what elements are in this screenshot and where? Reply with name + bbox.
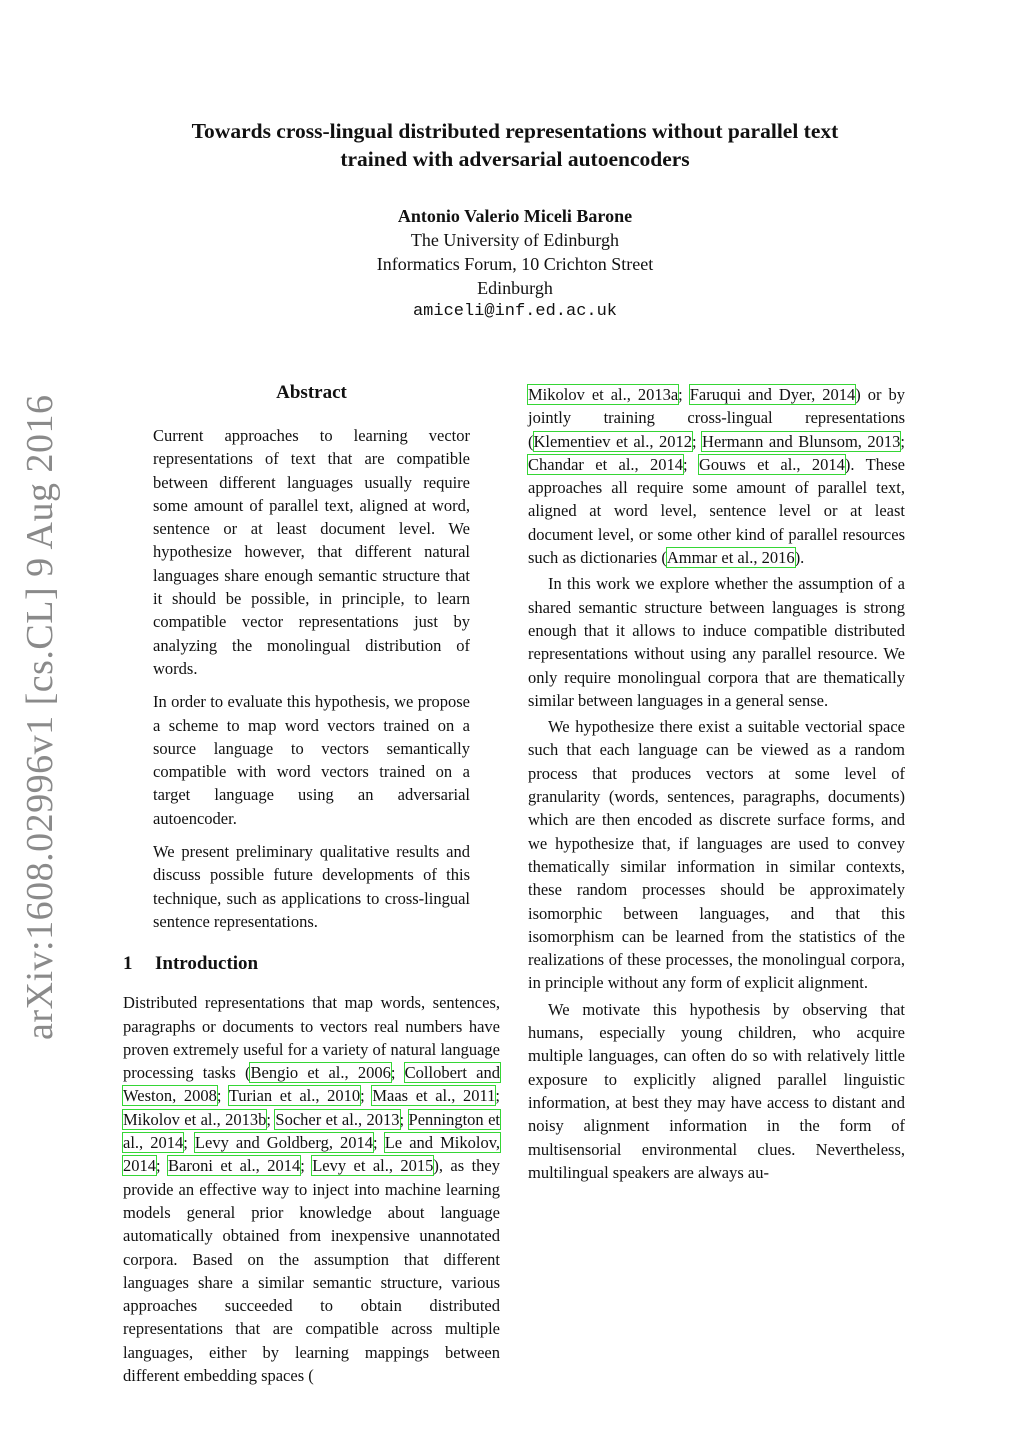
paper-title (100, 117, 930, 173)
intro-paragraph-1-continued: Mikolov et al., 2013a; Faruqui and Dyer, 2014) or by jointly training cross-lingual representations (Klementiev et al., 2012; Hermann and Blunsom, 2013; Chandar et al., 2014; Gouws et al., 2014). These approaches all require some amount of parallel text, aligned at word level, sentence level or at least document level, or some other kind of parallel resources such as dictionaries (Ammar et al., 2016). (528, 385, 905, 568)
citation-link[interactable]: Faruqui and Dyer, 2014 (689, 385, 856, 404)
text-run: ) or by jointly training cross-lingual representations ( (528, 385, 905, 451)
author-block (300, 204, 730, 324)
citation-link[interactable]: Levy and Goldberg, 2014 (194, 1133, 374, 1153)
title-line-1: Towards cross-lingual distributed representations without parallel text (191, 119, 839, 143)
citation-link[interactable]: Turian et al., 2010 (228, 1086, 361, 1106)
citation-link[interactable]: Le and Mikolov, 2014 (123, 1133, 500, 1176)
author-affiliation: The University of Edinburgh (410, 230, 620, 250)
text-run: ). These approaches all require some amount of parallel text, aligned at word level, sentence level or at least document level, or some other kind of parallel resources such as dictionaries ( (528, 454, 905, 568)
citation-link[interactable]: Collobert and Weston, 2008 (123, 1063, 500, 1106)
citation-link[interactable]: Pennington et al., 2014 (123, 1109, 501, 1153)
arxiv-stamp: arXiv:1608.02996v1 [cs.CL] 9 Aug 2016 (19, 394, 61, 1040)
citation-link[interactable]: Klementiev et al., 2012 (533, 431, 692, 451)
citation-link[interactable]: Baroni et al., 2014 (168, 1156, 301, 1176)
intro-paragraph-1: Distributed representations that map words, sentences, paragraphs or documents to vectors real numbers have proven extremely useful for a variety of natural language processing tasks (Bengio et al., 2006; Collobert and Weston, 2008; Turian et al., 2010; Maas et al., 2011; Mikolov et al., 2013b; Socher et al., 2013; Pennington et al., 2014; Levy and Goldberg, 2014; Le and Mikolov, 2014; Baroni et al., 2014; Levy et al., 2015), as they provide an effective way to inject into machine learning models general prior knowledge about language automatically obtained from inexpensive unannotated corpora. Based on the assumption that different languages share a similar semantic structure, various approaches succeeded to obtain distributed representations that are compatible across multiple languages, either by learning mappings between different embedding spaces ( (123, 993, 501, 1385)
citation-link[interactable]: Mikolov et al., 2013b (123, 1109, 267, 1129)
citation-link[interactable]: Chandar et al., 2014 (528, 454, 684, 474)
abstract-paragraph-2: In order to evaluate this hypothesis, we propose a scheme to map word vectors trained on a source language to vectors semantically compatible with word vectors trained on a target language using an adversarial autoencoder. (153, 692, 470, 828)
citation-link[interactable]: Socher et al., 2013 (275, 1109, 400, 1129)
section-number: 1 (123, 953, 133, 975)
author-city: Edinburgh (477, 278, 553, 298)
abstract-heading: Abstract (276, 382, 347, 403)
left-column (123, 380, 500, 1387)
author-name: Antonio Valerio Miceli Barone (397, 206, 633, 226)
abstract-paragraph-3: We present preliminary qualitative results and discuss possible future developments of this technique, such as applications to cross-lingual sentence representations. (153, 842, 470, 931)
citation-link[interactable]: Maas et al., 2011 (372, 1086, 496, 1106)
author-address: Informatics Forum, 10 Crichton Street (376, 254, 654, 274)
abstract-paragraph-1: Current approaches to learning vector representations of text that are compatible between different languages usually require some amount of parallel text, aligned at word, sentence or at least document level. We hypothesize however, that different natural languages share enough semantic structure that it should be possible, in principle, to learn compatible vector representations just by analyzing the monolingual distribution of words. (153, 426, 470, 678)
author-email[interactable]: amiceli@inf.ed.ac.uk (412, 302, 618, 321)
title-line-2: trained with adversarial autoencoders (340, 147, 690, 171)
intro-paragraph-4: We motivate this hypothesis by observing that humans, especially young children, who acquire multiple languages, can often do so with relatively little exposure to explicitly aligned parallel linguistic information, at best they may have access to distant and noisy alignment information in the form of multisensorial environmental clues. Nevertheless, multilingual speakers are always au- (528, 999, 905, 1182)
intro-paragraph-3: We hypothesize there exist a suitable vectorial space such that each language can be viewed as a random process that produces vectors at some level of granularity (words, sentences, paragraphs, documents) which are then encoded as discrete surface forms, and we hypothesize that, if languages are used to convey thematically similar information in similar contexts, these random processes should be approximately isomorphic between languages, and that this isomorphism can be learned from the statistics of the realizations of these processes, the monolingual corpora, in principle without any form of explicit alignment. (528, 717, 905, 993)
citation-link[interactable]: Bengio et al., 2006 (250, 1063, 391, 1083)
text-run: ). (794, 548, 805, 568)
citation-link[interactable]: Ammar et al., 2016 (666, 548, 795, 568)
citation-link[interactable]: Hermann and Blunsom, 2013 (702, 431, 901, 451)
right-column (528, 383, 905, 1184)
citation-link[interactable]: Gouws et al., 2014 (699, 454, 845, 474)
text-run: ), as they provide an effective way to inject into machine learning models general prior knowledge about language automatically obtained from inexpensive unannotated corpora. Based on the assumption that different languages share a similar semantic structure, various approaches succeeded to obtain distributed representations that are compatible across multiple languages, either by learning mappings between different embedding spaces ( (123, 1156, 500, 1385)
intro-paragraph-2: In this work we explore whether the assumption of a shared semantic structure between languages is strong enough that it allows to induce compatible distributed representations without using any parallel resource. We only require monolingual corpora that are thematically similar between languages in a general sense. (528, 574, 905, 710)
citation-link[interactable]: Mikolov et al., 2013a (528, 385, 679, 404)
section-heading-introduction (123, 951, 500, 977)
text-run: Distributed representations that map words, sentences, paragraphs or documents to vectors real numbers have proven extremely useful for a variety of natural language processing tasks ( (123, 993, 500, 1083)
citation-link[interactable]: Levy et al., 2015 (312, 1156, 434, 1176)
section-title: Introduction (155, 953, 259, 975)
